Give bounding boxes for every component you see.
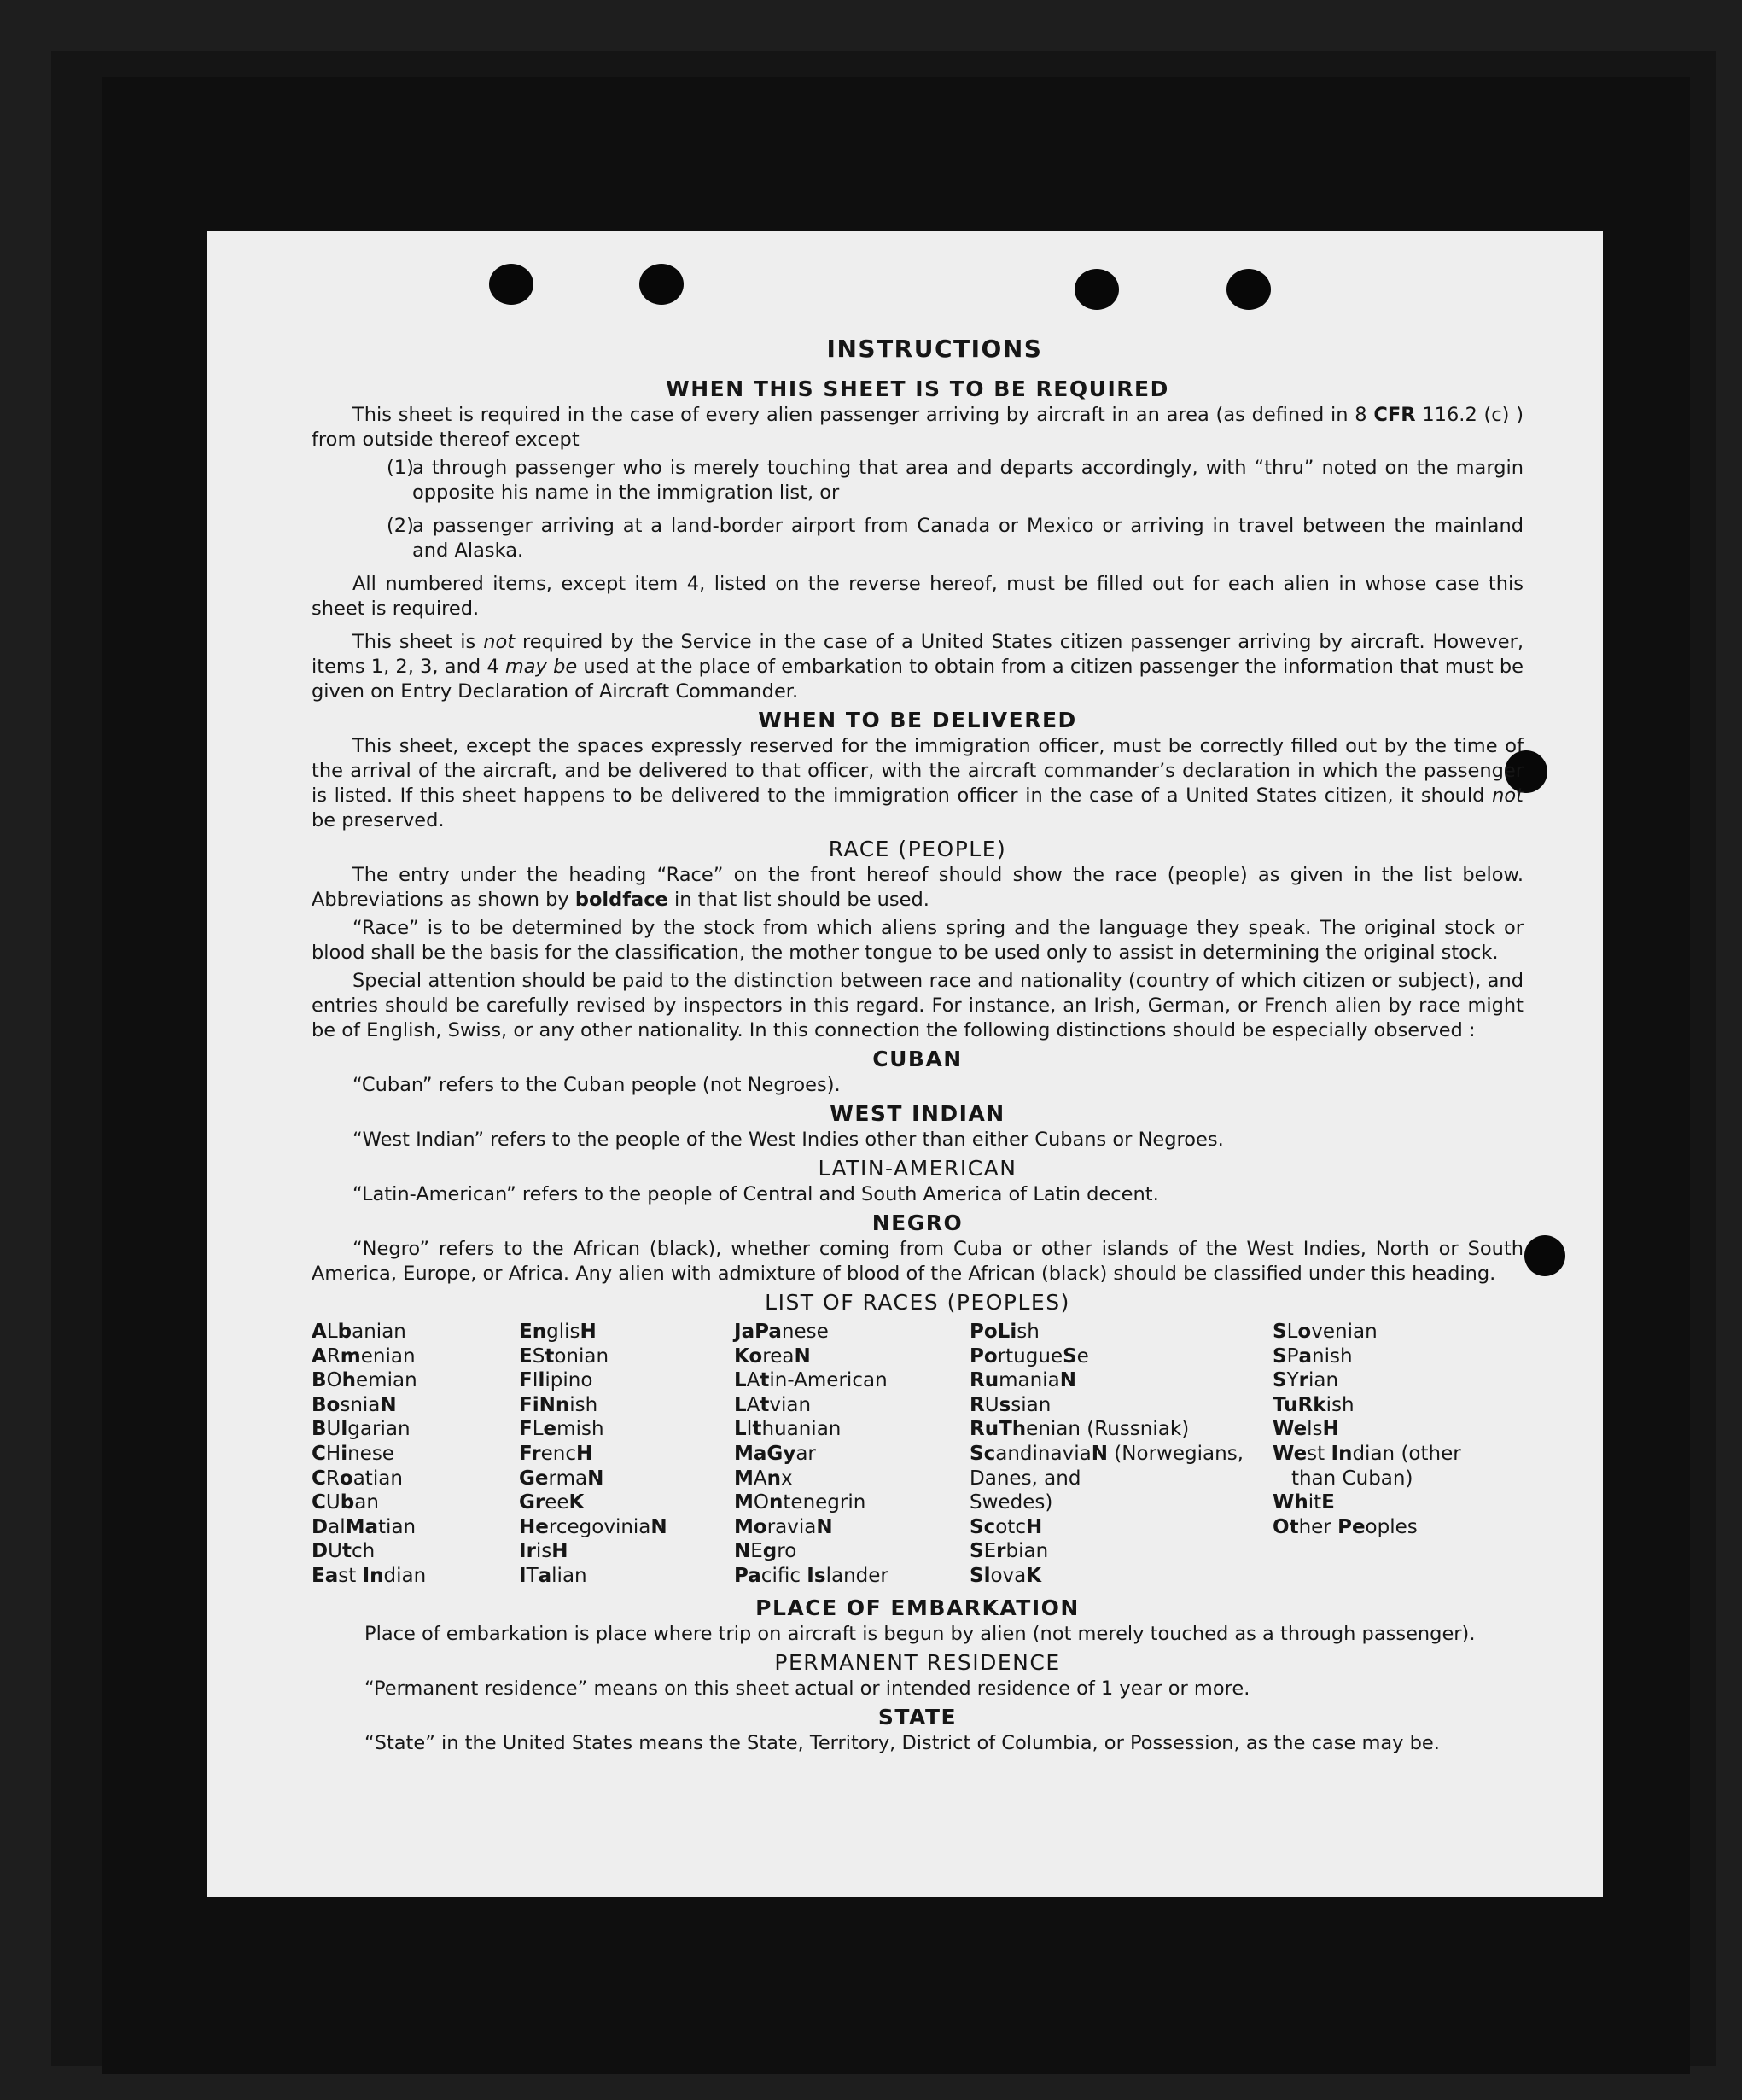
race-entry: KoreaN xyxy=(734,1345,811,1368)
race-entry: DUtch xyxy=(312,1540,376,1563)
races-list-heading: LIST OF RACES (PEOPLES) xyxy=(765,1290,1070,1315)
punch-hole xyxy=(489,264,533,305)
exception-item-1: (1) a through passenger who is merely touching that area and departs accordingly, with “thru” noted on the margin opposite his name in the immigration list, or xyxy=(387,457,1524,504)
race-entry: TuRkish xyxy=(1273,1393,1355,1416)
race-entry: BOhemian xyxy=(312,1369,417,1392)
race-entry: West Indian (other than Cuban) xyxy=(1273,1442,1461,1490)
race-entry: PoLish xyxy=(970,1321,1040,1343)
punch-hole xyxy=(1524,1235,1565,1276)
race-entry: MaGyar xyxy=(734,1442,816,1465)
race-entry: CRoatian xyxy=(312,1467,403,1490)
race-paragraph-2: “Race” is to be determined by the stock from which aliens spring and the language they speak. The original stock or blood shall be the basis for the classification, the mother tongue to be used only to assist in determining the original stock. xyxy=(312,917,1524,964)
section-heading-latin-american: LATIN-AMERICAN xyxy=(818,1156,1017,1181)
exception-item-2: (2) a passenger arriving at a land-border airport from Canada or Mexico or arriving in travel between the mainland and Alaska. xyxy=(387,515,1524,562)
section-heading-race: RACE (PEOPLE) xyxy=(828,837,1007,861)
state-paragraph: “State” in the United States means the State, Territory, District of Columbia, or Possession, as the case may be. xyxy=(364,1731,1440,1754)
race-entry: WhitE xyxy=(1273,1491,1335,1514)
race-entry: CHinese xyxy=(312,1442,394,1465)
race-entry: GermaN xyxy=(519,1467,604,1490)
race-entry: MAnx xyxy=(734,1467,793,1490)
race-entry: FrencH xyxy=(519,1442,593,1465)
cuban-paragraph: “Cuban” refers to the Cuban people (not Negroes). xyxy=(352,1074,841,1096)
race-entry: IrisH xyxy=(519,1540,568,1563)
race-entry: LAtvian xyxy=(734,1393,812,1416)
race-entry: ITalian xyxy=(519,1564,587,1587)
instruction-sheet xyxy=(207,231,1603,1897)
race-entry: FiNnish xyxy=(519,1393,598,1416)
race-entry: CUban xyxy=(312,1491,379,1514)
section-heading-required: WHEN THIS SHEET IS TO BE REQUIRED xyxy=(666,376,1169,401)
section-heading-residence: PERMANENT RESIDENCE xyxy=(774,1649,1061,1675)
race-entry: EStonian xyxy=(519,1345,609,1368)
document-title: INSTRUCTIONS xyxy=(826,335,1043,363)
race-entry: EnglisH xyxy=(519,1321,597,1343)
races-column xyxy=(734,1320,970,1589)
section-heading-state: STATE xyxy=(877,1704,958,1730)
race-entry: BUlgarian xyxy=(312,1418,411,1441)
race-entry: GreeK xyxy=(519,1491,585,1514)
race-paragraph-1: The entry under the heading “Race” on the front hereof should show the race (people) as given in the list below. Abbreviations as shown by boldface in that list should be used. xyxy=(312,864,1524,911)
race-entry: ALbanian xyxy=(312,1321,406,1343)
races-column xyxy=(970,1320,1273,1589)
race-entry: SlovaK xyxy=(970,1564,1042,1587)
required-intro: This sheet is required in the case of every alien passenger arriving by aircraft in an area (as defined in 8 CFR 116.2 (c) ) from outside thereof except xyxy=(312,404,1524,451)
race-entry: LAtin-American xyxy=(734,1369,888,1392)
race-entry: SErbian xyxy=(970,1540,1049,1563)
race-entry: Other Peoples xyxy=(1273,1515,1418,1538)
race-entry: ScotcH xyxy=(970,1515,1043,1538)
race-entry: Pacifc Islander xyxy=(734,1564,888,1587)
race-entry: SYrian xyxy=(1273,1369,1339,1392)
race-entry: JaPanese xyxy=(734,1321,829,1343)
race-entry: RuThenian (Russniak) xyxy=(970,1418,1190,1441)
race-entry: ARmenian xyxy=(312,1345,416,1368)
race-entry: HercegoviniaN xyxy=(519,1515,667,1538)
race-entry: RumaniaN xyxy=(970,1369,1076,1392)
section-heading-west-indian: WEST INDIAN xyxy=(830,1101,1005,1126)
races-column xyxy=(519,1320,734,1589)
race-entry: NEgro xyxy=(734,1540,797,1563)
punch-hole xyxy=(639,264,684,305)
race-entry: MoraviaN xyxy=(734,1515,833,1538)
race-entry: SLovenian xyxy=(1273,1321,1378,1343)
race-entry: DalMatian xyxy=(312,1515,417,1538)
residence-paragraph: “Permanent residence” means on this sheet actual or intended residence of 1 year or more. xyxy=(364,1677,1250,1700)
citizen-paragraph: This sheet is not required by the Service in the case of a United States citizen passenger arriving by aircraft. However, items 1, 2, 3, and 4 may be used at the place of embarkation to obtain from a citizen passenger the information that must be given on Entry Declaration of Aircraft Commander. xyxy=(312,631,1524,703)
negro-paragraph: “Negro” refers to the African (black), whether coming from Cuba or other islands of the West Indies, North or South America, Europe, or Africa. Any alien with admixture of blood of the African (black) should be classified under this heading. xyxy=(312,1238,1524,1285)
punch-hole xyxy=(1075,269,1119,310)
race-entry: RUssian xyxy=(970,1393,1052,1416)
race-paragraph-3: Special attention should be paid to the distinction between race and nationality (country of which citizen or subject), and entries should be carefully revised by inspectors in this regard. For instance, an Irish, German, or French alien by race might be of English, Swiss, or any other nationality. In this connection the following distinctions should be especially observed : xyxy=(312,970,1524,1041)
latin-american-paragraph: “Latin-American” refers to the people of Central and South America of Latin decent. xyxy=(352,1183,1159,1205)
race-entry: LIthuanian xyxy=(734,1418,842,1441)
section-heading-negro: NEGRO xyxy=(871,1210,964,1235)
race-entry: WelsH xyxy=(1273,1418,1339,1441)
race-entry: FLemish xyxy=(519,1418,604,1441)
race-entry: FIlipino xyxy=(519,1369,593,1392)
embarkation-paragraph: Place of embarkation is place where trip on aircraft is begun by alien (not merely touched as a through passenger). xyxy=(364,1622,1476,1645)
punch-hole xyxy=(1226,269,1271,310)
race-entry: MOntenegrin xyxy=(734,1491,866,1514)
west-indian-paragraph: “West Indian” refers to the people of the West Indies other than either Cubans or Negroes. xyxy=(352,1129,1224,1151)
races-column xyxy=(312,1320,519,1589)
numbered-items-paragraph: All numbered items, except item 4, listed on the reverse hereof, must be filled out for each alien in whose case this sheet is required. xyxy=(312,573,1524,620)
race-entry: PortugueSe xyxy=(970,1345,1089,1368)
race-entry: SPanish xyxy=(1273,1345,1353,1368)
races-list xyxy=(312,1320,1524,1589)
section-heading-embarkation: PLACE OF EMBARKATION xyxy=(755,1595,1080,1620)
section-heading-delivered: WHEN TO BE DELIVERED xyxy=(758,708,1077,732)
section-heading-cuban: CUBAN xyxy=(872,1047,963,1071)
races-column xyxy=(1273,1320,1529,1589)
document-body xyxy=(312,336,1524,1759)
race-entry: East Indian xyxy=(312,1564,427,1587)
race-entry: ScandinaviaN (Norwegians, Danes, and Swedes) xyxy=(970,1442,1244,1514)
delivered-paragraph: This sheet, except the spaces expressly reserved for the immigration officer, must be correctly filled out by the time of the arrival of the aircraft, and be delivered to that officer, with the aircraft commander’s declaration in which the passenger is listed. If this sheet happens to be delivered to the immigration officer in the case of a United States citizen, it should not be preserved. xyxy=(312,735,1524,831)
race-entry: BosniaN xyxy=(312,1393,397,1416)
